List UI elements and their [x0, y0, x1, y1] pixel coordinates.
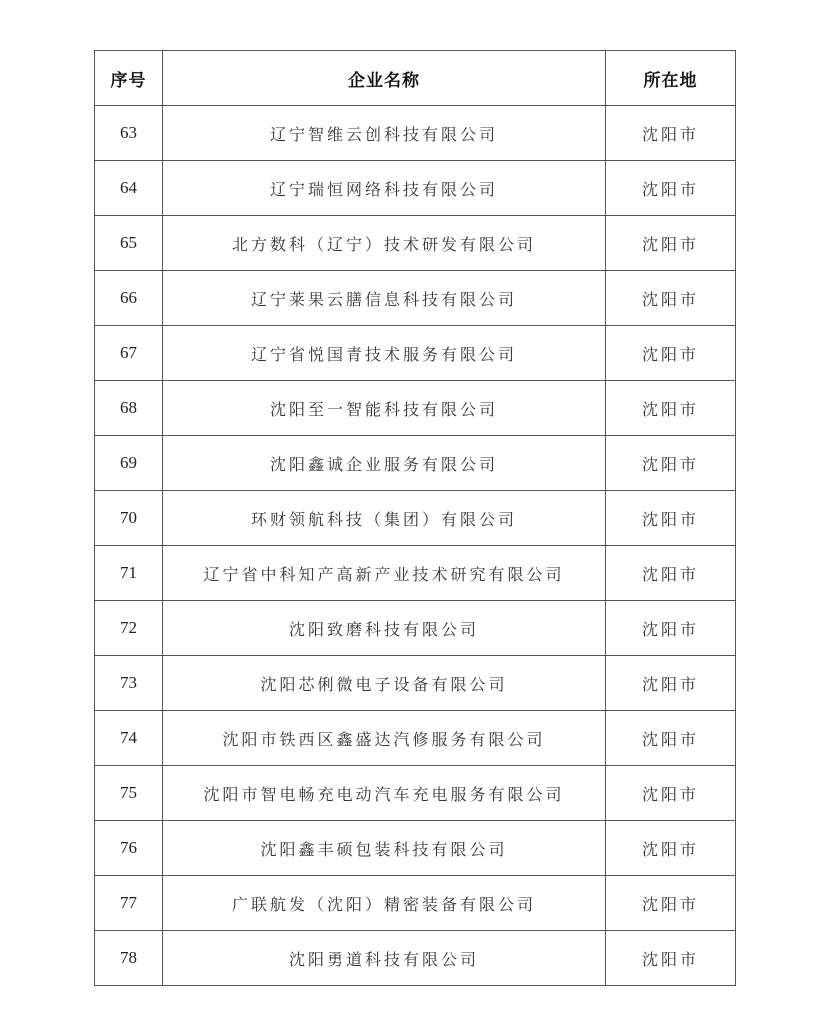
- header-location: 所在地: [606, 51, 736, 106]
- location-cell: 沈阳市: [606, 161, 736, 216]
- company-name-cell: 辽宁省中科知产高新产业技术研究有限公司: [163, 546, 606, 601]
- location-cell: 沈阳市: [606, 436, 736, 491]
- serial-number-cell: 77: [95, 876, 163, 931]
- location-cell: 沈阳市: [606, 931, 736, 986]
- table-row: [95, 601, 736, 656]
- location-cell: 沈阳市: [606, 271, 736, 326]
- table-row: [95, 656, 736, 711]
- company-name-cell: 辽宁莱果云膳信息科技有限公司: [163, 271, 606, 326]
- table-row: [95, 546, 736, 601]
- serial-number-cell: 67: [95, 326, 163, 381]
- table-row: [95, 491, 736, 546]
- serial-number-cell: 65: [95, 216, 163, 271]
- company-name-cell: 沈阳芯俐微电子设备有限公司: [163, 656, 606, 711]
- serial-number-cell: 66: [95, 271, 163, 326]
- location-cell: 沈阳市: [606, 546, 736, 601]
- location-cell: 沈阳市: [606, 491, 736, 546]
- header-row: [95, 51, 736, 106]
- serial-number-cell: 74: [95, 711, 163, 766]
- table-row: [95, 436, 736, 491]
- location-cell: 沈阳市: [606, 381, 736, 436]
- company-name-cell: 环财领航科技（集团）有限公司: [163, 491, 606, 546]
- header-serial-number: 序号: [95, 51, 163, 106]
- table-row: [95, 106, 736, 161]
- location-cell: 沈阳市: [606, 656, 736, 711]
- table-row: [95, 931, 736, 986]
- table-row: [95, 711, 736, 766]
- table-row: [95, 381, 736, 436]
- table-row: [95, 766, 736, 821]
- table-row: [95, 876, 736, 931]
- serial-number-cell: 76: [95, 821, 163, 876]
- company-name-cell: 沈阳市智电畅充电动汽车充电服务有限公司: [163, 766, 606, 821]
- table-row: [95, 821, 736, 876]
- location-cell: 沈阳市: [606, 216, 736, 271]
- location-cell: 沈阳市: [606, 601, 736, 656]
- table-row: [95, 326, 736, 381]
- location-cell: 沈阳市: [606, 711, 736, 766]
- company-name-cell: 北方数科（辽宁）技术研发有限公司: [163, 216, 606, 271]
- serial-number-cell: 70: [95, 491, 163, 546]
- table-row: [95, 271, 736, 326]
- company-name-cell: 辽宁瑞恒网络科技有限公司: [163, 161, 606, 216]
- header-company-name: 企业名称: [163, 51, 606, 106]
- company-name-cell: 辽宁省悦国青技术服务有限公司: [163, 326, 606, 381]
- serial-number-cell: 69: [95, 436, 163, 491]
- company-name-cell: 沈阳勇道科技有限公司: [163, 931, 606, 986]
- serial-number-cell: 68: [95, 381, 163, 436]
- location-cell: 沈阳市: [606, 326, 736, 381]
- table-row: [95, 161, 736, 216]
- document-page: [94, 50, 735, 988]
- company-name-cell: 辽宁智维云创科技有限公司: [163, 106, 606, 161]
- serial-number-cell: 71: [95, 546, 163, 601]
- company-name-cell: 沈阳鑫丰硕包装科技有限公司: [163, 821, 606, 876]
- serial-number-cell: 73: [95, 656, 163, 711]
- serial-number-cell: 75: [95, 766, 163, 821]
- location-cell: 沈阳市: [606, 821, 736, 876]
- table-row: [95, 216, 736, 271]
- company-name-cell: 广联航发（沈阳）精密装备有限公司: [163, 876, 606, 931]
- location-cell: 沈阳市: [606, 766, 736, 821]
- location-cell: 沈阳市: [606, 106, 736, 161]
- company-name-cell: 沈阳致磨科技有限公司: [163, 601, 606, 656]
- company-name-cell: 沈阳市铁西区鑫盛达汽修服务有限公司: [163, 711, 606, 766]
- serial-number-cell: 72: [95, 601, 163, 656]
- table-header: [95, 51, 736, 106]
- table-body: [95, 106, 736, 986]
- company-table: [94, 50, 736, 986]
- company-name-cell: 沈阳至一智能科技有限公司: [163, 381, 606, 436]
- serial-number-cell: 64: [95, 161, 163, 216]
- company-name-cell: 沈阳鑫诚企业服务有限公司: [163, 436, 606, 491]
- serial-number-cell: 78: [95, 931, 163, 986]
- location-cell: 沈阳市: [606, 876, 736, 931]
- serial-number-cell: 63: [95, 106, 163, 161]
